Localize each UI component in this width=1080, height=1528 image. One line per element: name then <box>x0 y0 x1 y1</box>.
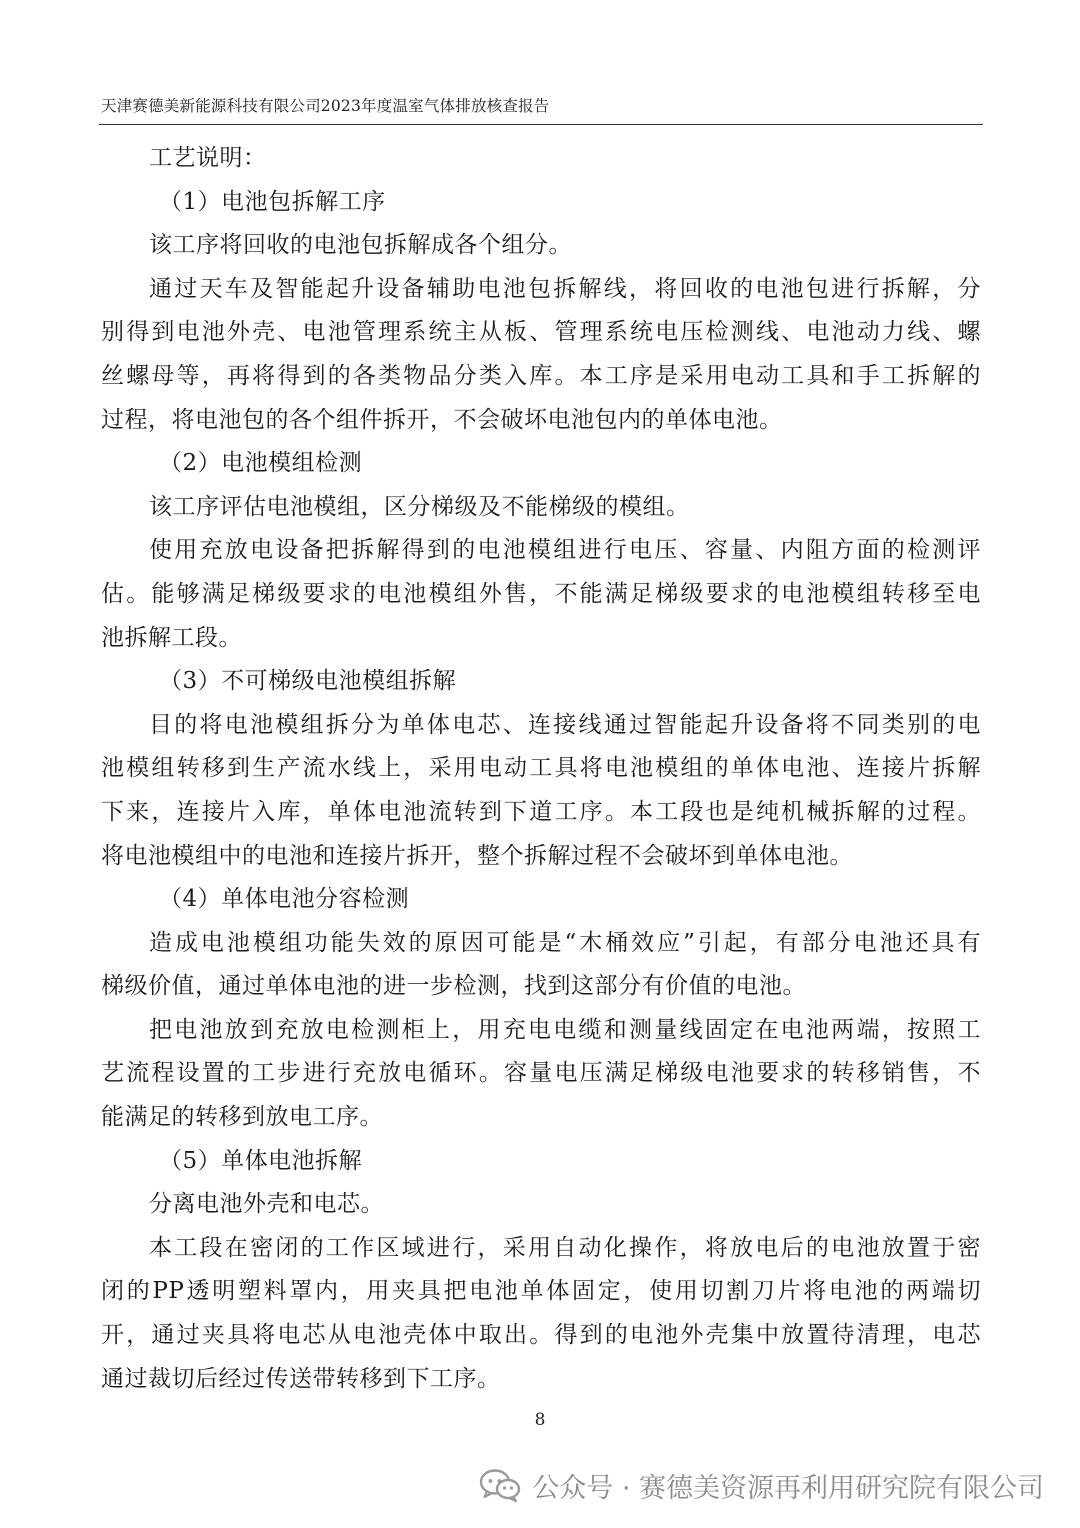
paragraph-line: 能满足的转移到放电工序。 <box>101 1104 383 1131</box>
paragraph-line: 艺流程设置的工步进行充放电循环。容量电压满足梯级电池要求的转移销售，不 <box>101 1060 981 1087</box>
paragraph-line: 池模组转移到生产流水线上，采用电动工具将电池模组的单体电池、连接片拆解 <box>101 755 981 782</box>
paragraph-line: 闭的PP透明塑料罩内，用夹具把电池单体固定，使用切割刀片将电池的两端切 <box>101 1278 981 1305</box>
section-heading-3: （3）不可梯级电池模组拆解 <box>159 668 457 695</box>
paragraph-line: 开，通过夹具将电芯从电池壳体中取出。得到的电池外壳集中放置待清理，电芯 <box>101 1322 981 1349</box>
paragraph-line: 把电池放到充放电检测柜上，用充电电缆和测量线固定在电池两端，按照工 <box>149 1016 981 1043</box>
paragraph-line: 丝螺母等，再将得到的各类物品分类入库。本工序是采用电动工具和手工拆解的 <box>101 362 981 389</box>
paragraph-line: 分离电池外壳和电芯。 <box>149 1191 384 1218</box>
paragraph-line: 造成电池模组功能失效的原因可能是“木桶效应”引起，有部分电池还具有 <box>149 929 981 956</box>
paragraph-line: 过程，将电池包的各个组件拆开，不会破坏电池包内的单体电池。 <box>101 406 783 433</box>
paragraph-line: 将电池模组中的电池和连接片拆开，整个拆解过程不会破坏到单体电池。 <box>101 842 853 869</box>
section-heading-1: （1）电池包拆解工序 <box>159 188 386 215</box>
paragraph-line: 池拆解工段。 <box>101 624 242 651</box>
paragraph-line: 该工序评估电池模组，区分梯级及不能梯级的模组。 <box>149 493 690 520</box>
report-header-title: 天津赛德美新能源科技有限公司2023年度温室气体排放核查报告 <box>101 97 550 115</box>
wechat-icon <box>478 1467 522 1503</box>
paragraph-line: 通过裁切后经过传送带转移到下工序。 <box>101 1365 501 1392</box>
header-divider <box>99 124 983 125</box>
paragraph-line: 梯级价值，通过单体电池的进一步检测，找到这部分有价值的电池。 <box>101 973 806 1000</box>
paragraph-line: 本工段在密闭的工作区域进行，采用自动化操作，将放电后的电池放置于密 <box>149 1234 981 1261</box>
paragraph-line: 该工序将回收的电池包拆解成各个组分。 <box>149 232 572 259</box>
paragraph-line: 使用充放电设备把拆解得到的电池模组进行电压、容量、内阻方面的检测评 <box>149 537 981 564</box>
paragraph-line: 通过天车及智能起升设备辅助电池包拆解线，将回收的电池包进行拆解，分 <box>149 275 981 302</box>
page-number: 8 <box>534 1410 546 1430</box>
paragraph-line: 别得到电池外壳、电池管理系统主从板、管理系统电压检测线、电池动力线、螺 <box>101 319 981 346</box>
section-intro-label: 工艺说明： <box>149 145 267 171</box>
watermark-text: 公众号 · 赛德美资源再利用研究院有限公司 <box>532 1472 1044 1504</box>
paragraph-line: 估。能够满足梯级要求的电池模组外售，不能满足梯级要求的电池模组转移至电 <box>101 580 981 607</box>
document-body <box>101 137 981 1401</box>
section-heading-4: （4）单体电池分容检测 <box>159 886 410 913</box>
paragraph-line: 目的将电池模组拆分为单体电芯、连接线通过智能起升设备将不同类别的电 <box>149 711 981 738</box>
wechat-watermark <box>478 1463 1044 1507</box>
section-heading-5: （5）单体电池拆解 <box>159 1147 363 1174</box>
paragraph-line: 下来，连接片入库，单体电池流转到下道工序。本工段也是纯机械拆解的过程。 <box>101 798 981 825</box>
section-heading-2: （2）电池模组检测 <box>159 450 363 477</box>
